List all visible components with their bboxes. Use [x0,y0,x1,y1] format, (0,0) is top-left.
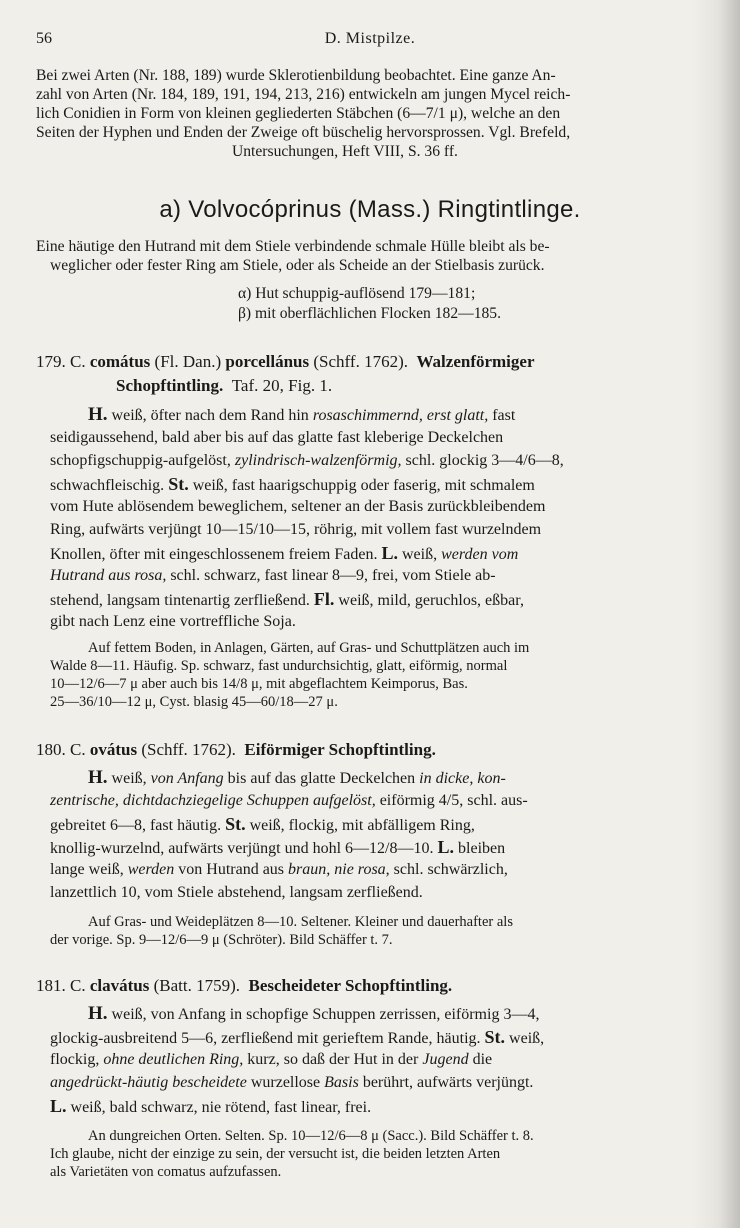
species-179-heading-2 [116,376,332,396]
desc-179-line-9: stehend, langsam tintenartig zerfließend. Fl. weiß, mild, geruchlos, eßbar, [50,589,524,609]
common-name: Walzenförmiger [416,352,535,371]
desc-179-line-6: Ring, aufwärts verjüngt 10—15/10—15, röhrig, mit vollem fast wurzelndem [50,521,542,538]
intro-line-4: Seiten der Hyphen und Enden der Zweige oft büschelig hervorsprossen. Vgl. Brefeld, [36,124,571,141]
desc-181-line-3: flockig, ohne deutlichen Ring, kurz, so daß der Hut in der Jugend die [50,1051,493,1068]
intro-line-5: Untersuchungen, Heft VIII, S. 36 ff. [232,143,458,160]
habitat-179-line-1: Auf fettem Boden, in Anlagen, Gärten, auf Gras- und Schuttplätzen auch im [88,640,530,656]
page-gutter-shadow [692,0,740,1228]
species-name: clavátus [89,976,150,995]
desc-181-line-4: angedrückt-häutig bescheidete wurzellose Basis berührt, aufwärts verjüngt. [50,1074,534,1091]
running-head: D. Mistpilze. [324,30,416,47]
common-name: Bescheideter Schopftintling. [248,976,453,995]
intro-line-3: lich Conidien in Form von kleinen gegliederten Stäbchen (6—7/1 μ), welche an den [36,105,561,122]
desc-179-line-10: gibt nach Lenz eine vortreffliche Soja. [50,613,296,630]
intro-line-2: zahl von Arten (Nr. 184, 189, 191, 194, 213, 216) entwickeln am jungen Mycel reich- [36,86,571,103]
habitat-179-line-4: 25—36/10—12 μ, Cyst. blasig 45—60/18—27 μ. [50,694,338,710]
species-number: 181. C. [36,976,86,995]
section-desc-line-1: Eine häutige den Hutrand mit dem Stiele verbindende schmale Hülle bleibt als be- [36,238,550,255]
species-number: 179. C. [36,352,86,371]
desc-179-line-1: H. weiß, öfter nach dem Rand hin rosaschimmernd, erst glatt, fast [88,404,516,425]
habitat-181-line-3: als Varietäten von comatus aufzufassen. [50,1164,282,1180]
habitat-179-line-2: Walde 8—11. Häufig. Sp. schwarz, fast undurchsichtig, glatt, eiförmig, normal [50,658,508,674]
species-author: (Batt. 1759). [153,976,240,995]
desc-179-line-5: vom Hute ablösendem beweglichem, seltener an der Basis zurückbleibendem [50,498,546,515]
species-number: 180. C. [36,740,86,759]
desc-179-line-7: Knollen, öfter mit eingeschlossenem freiem Faden. L. weiß, werden vom [50,543,519,563]
species-name: comátus [89,352,151,371]
desc-179-line-2: seidigaussehend, bald aber bis auf das glatte fast kleberige Deckelchen [50,429,504,446]
subdivision-alpha: α) Hut schuppig-auflösend 179—181; [238,285,476,302]
subdivision-beta: β) mit oberflächlichen Flocken 182—185. [238,305,501,322]
habitat-179-line-3: 10—12/6—7 μ aber auch bis 14/8 μ, mit abgeflachtem Keimporus, Bas. [50,676,468,692]
species-180-heading [36,740,436,760]
common-name: Eiförmiger Schopftintling. [244,740,436,759]
desc-180-line-2: zentrische, dichtdachziegelige Schuppen aufgelöst, eiförmig 4/5, schl. aus- [50,792,528,809]
species-181-heading [36,976,452,996]
species-author-2: (Schff. 1762). [313,352,408,371]
section-title: a) Volvocóprinus (Mass.) Ringtintlinge. [159,196,581,223]
desc-179-line-8: Hutrand aus rosa, schl. schwarz, fast linear 8—9, frei, vom Stiele ab- [50,567,496,584]
habitat-180-line-2: der vorige. Sp. 9—12/6—9 μ (Schröter). Bild Schäffer t. 7. [50,932,393,948]
species-name: ovátus [89,740,138,759]
habitat-181-line-2: Ich glaube, nicht der einzige zu sein, der versucht ist, die beiden letzten Arten [50,1146,501,1162]
desc-181-line-2: glockig-ausbreitend 5—6, zerfließend mit gerieftem Rande, häutig. St. weiß, [50,1027,545,1047]
species-author: (Fl. Dan.) [154,352,222,371]
desc-180-line-3: gebreitet 6—8, fast häutig. St. weiß, flockig, mit abfälligem Ring, [50,814,475,834]
habitat-180-line-1: Auf Gras- und Weideplätzen 8—10. Seltener. Kleiner und dauerhafter als [88,914,513,930]
intro-line-1: Bei zwei Arten (Nr. 188, 189) wurde Sklerotienbildung beobachtet. Eine ganze An- [36,67,556,84]
desc-179-line-3: schopfigschuppig-aufgelöst, zylindrisch-walzenförmig, schl. glockig 3—4/6—8, [50,452,564,469]
desc-180-line-6: lanzettlich 10, vom Stiele abstehend, langsam zerfließend. [50,884,423,901]
desc-180-line-4: knollig-wurzelnd, aufwärts verjüngt und hohl 6—12/8—10. L. bleiben [50,837,506,857]
habitat-181-line-1: An dungreichen Orten. Selten. Sp. 10—12/6—8 μ (Sacc.). Bild Schäffer t. 8. [88,1128,534,1144]
species-variety: porcellánus [225,352,310,371]
page-number: 56 [36,30,52,47]
section-desc-line-2: weglicher oder fester Ring am Stiele, oder als Scheide an der Stielbasis zurück. [50,257,545,274]
species-author: (Schff. 1762). [141,740,236,759]
desc-180-line-5: lange weiß, werden von Hutrand aus braun, nie rosa, schl. schwärzlich, [50,861,508,878]
common-name-cont: Schopftintling. [116,376,224,395]
desc-181-line-1: H. weiß, von Anfang in schopfige Schuppen zerrissen, eiförmig 3—4, [88,1003,540,1024]
desc-179-line-4: schwachfleischig. St. weiß, fast haarigschuppig oder faserig, mit schmalem [50,474,535,494]
species-179-heading [36,352,535,372]
desc-181-line-5: L. weiß, bald schwarz, nie rötend, fast linear, frei. [50,1096,372,1116]
desc-180-line-1: H. weiß, von Anfang bis auf das glatte Deckelchen in dicke, kon- [88,767,506,788]
plate-reference: Taf. 20, Fig. 1. [231,376,333,395]
